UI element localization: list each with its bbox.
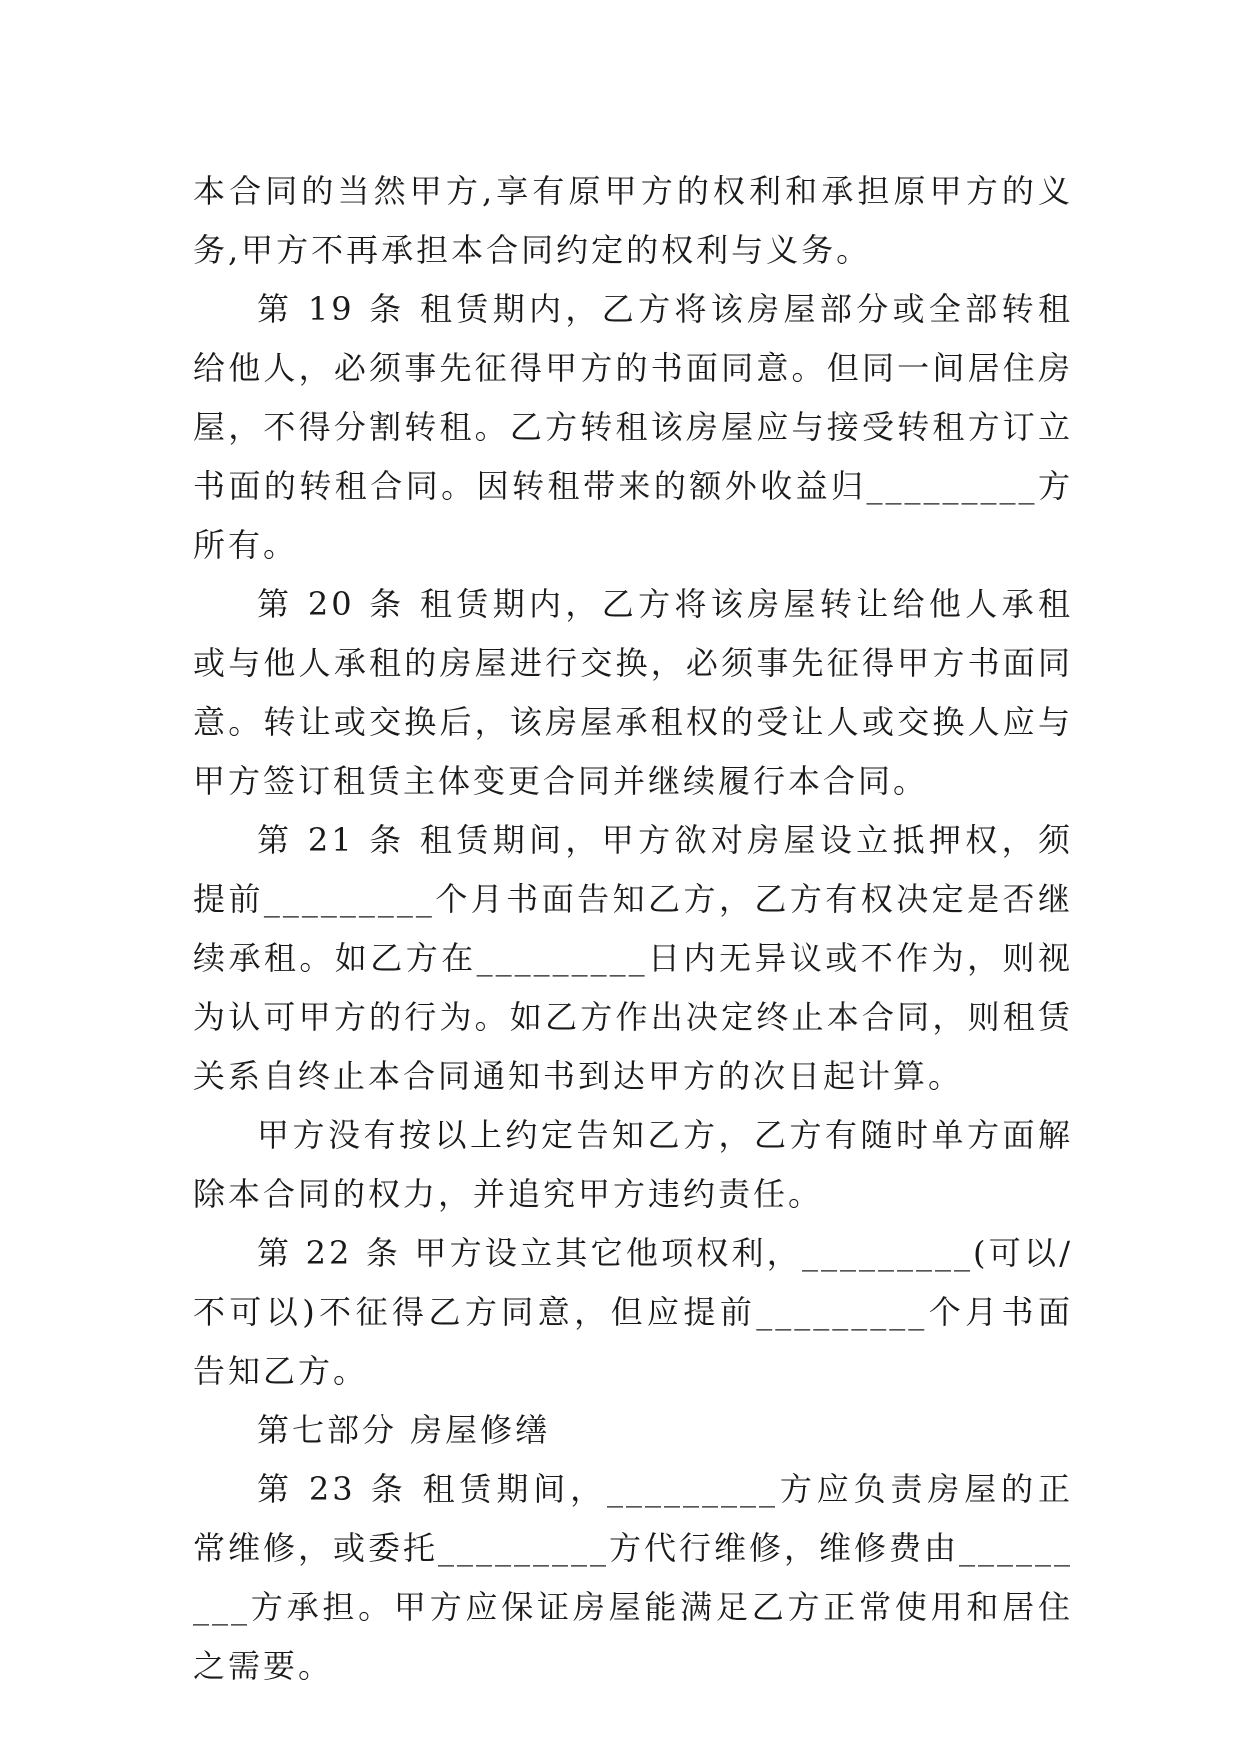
paragraph-article-22: 第 22 条 甲方设立其它他项权利，_________(可以/不可以)不征得乙方同意，但应提前_________个月书面告知乙方。: [193, 1234, 1073, 1390]
section-heading-part-7: 第七部分 房屋修缮: [257, 1411, 551, 1449]
document-body: [193, 162, 1073, 1696]
paragraph-article-20: 第 20 条 租赁期内，乙方将该房屋转让给他人承租或与他人承租的房屋进行交换，必须事先征得甲方书面同意。转让或交换后，该房屋承租权的受让人或交换人应与甲方签订租赁主体变更合同并继续履行本合同。: [193, 585, 1073, 800]
paragraph-article-23: 第 23 条 租赁期间，_________方应负责房屋的正常维修，或委托_________方代行维修，维修费由_________方承担。甲方应保证房屋能满足乙方正常使用和居住之需要。: [193, 1470, 1074, 1685]
paragraph-article-19: 第 19 条 租赁期内，乙方将该房屋部分或全部转租给他人，必须事先征得甲方的书面同意。但同一间居住房屋，不得分割转租。乙方转租该房屋应与接受转租方订立书面的转租合同。因转租带来的额外收益归_________方所有。: [193, 290, 1073, 564]
paragraph-article-21: 第 21 条 租赁期间，甲方欲对房屋设立抵押权，须提前_________个月书面告知乙方，乙方有权决定是否继续承租。如乙方在_________日内无异议或不作为，则视为认可甲方的行为。如乙方作出决定终止本合同，则租赁关系自终止本合同通知书到达甲方的次日起计算。: [193, 821, 1073, 1095]
paragraph-continuation: 本合同的当然甲方,享有原甲方的权利和承担原甲方的义务,甲方不再承担本合同约定的权利与义务。: [193, 172, 1073, 269]
paragraph-article-21-continued: 甲方没有按以上约定告知乙方，乙方有随时单方面解除本合同的权力，并追究甲方违约责任。: [193, 1116, 1073, 1213]
